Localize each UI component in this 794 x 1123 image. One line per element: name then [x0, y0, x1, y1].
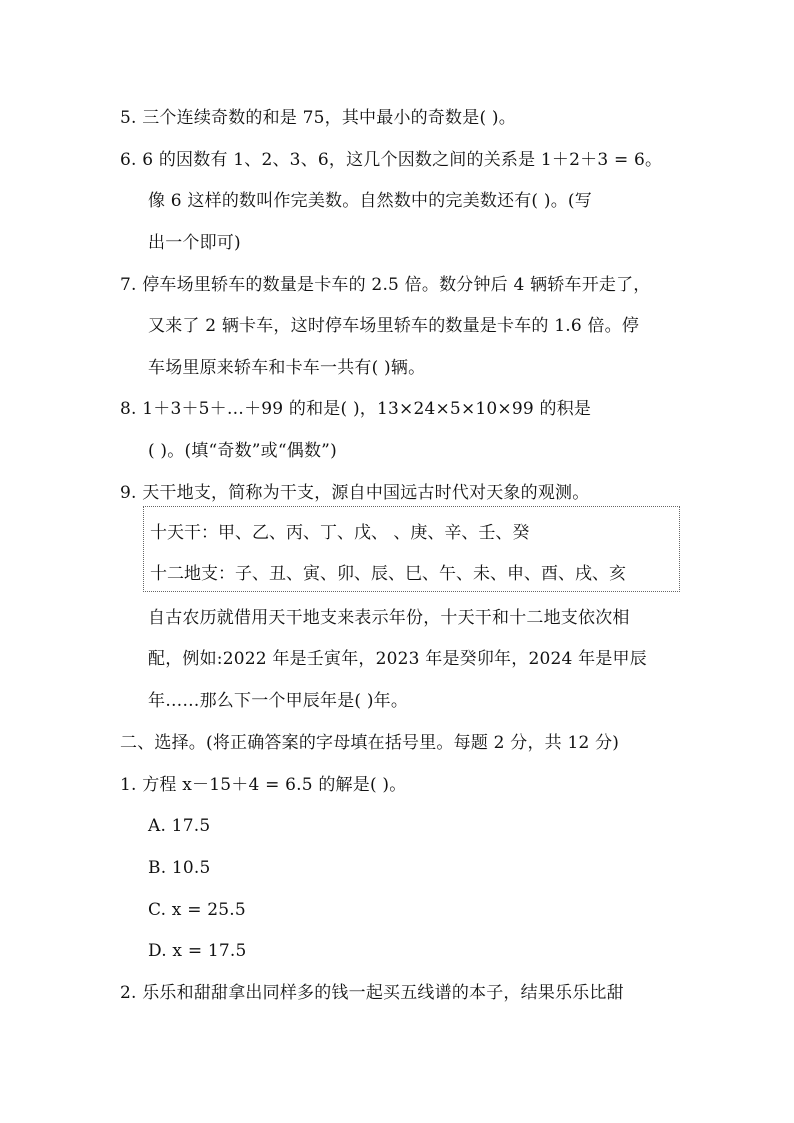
- question-5: 5. 三个连续奇数的和是 75，其中最小的奇数是( )。: [120, 108, 516, 128]
- question-6-line-3: 出一个即可): [148, 233, 241, 253]
- question-7-line-2: 又来了 2 辆卡车，这时停车场里轿车的数量是卡车的 1.6 倍。停: [148, 316, 640, 336]
- question-8-line-1: 8. 1＋3＋5＋…＋99 的和是( )，13×24×5×10×99 的积是: [120, 399, 592, 419]
- question-9-line-4: 年……那么下一个甲辰年是( )年。: [148, 691, 409, 711]
- question-7-line-3: 车场里原来轿车和卡车一共有( )辆。: [148, 358, 426, 378]
- question-9-line-2: 自古农历就借用天干地支来表示年份，十天干和十二地支依次相: [148, 608, 630, 628]
- choice-option-d: D. x = 17.5: [148, 941, 247, 961]
- choice-option-a: A. 17.5: [148, 816, 211, 836]
- question-6-line-2: 像 6 这样的数叫作完美数。自然数中的完美数还有( )。(写: [148, 191, 592, 211]
- question-9-line-1: 9. 天干地支，简称为干支，源自中国远古时代对天象的观测。: [120, 483, 590, 503]
- earthly-branches-row: 十二地支：子、丑、寅、卯、辰、巳、午、未、申、酉、戌、亥: [150, 564, 626, 584]
- heavenly-stems-row: 十天干：甲、乙、丙、丁、戊、 、庚、辛、壬、癸: [150, 523, 530, 543]
- question-6-line-1: 6. 6 的因数有 1、2、3、6，这几个因数之间的关系是 1＋2＋3 = 6。: [120, 150, 663, 170]
- choice-option-b: B. 10.5: [148, 858, 211, 878]
- choice-option-c: C. x = 25.5: [148, 900, 246, 920]
- question-9-line-3: 配，例如:2022 年是壬寅年，2023 年是癸卯年，2024 年是甲辰: [148, 649, 647, 669]
- section-2-heading: 二、选择。(将正确答案的字母填在括号里。每题 2 分，共 12 分): [120, 733, 620, 753]
- question-7-line-1: 7. 停车场里轿车的数量是卡车的 2.5 倍。数分钟后 4 辆轿车开走了，: [120, 275, 651, 295]
- ganzhi-info-box: [143, 506, 680, 592]
- question-8-line-2: ( )。(填“奇数”或“偶数”): [148, 441, 337, 461]
- choice-question-1: 1. 方程 x－15＋4 = 6.5 的解是( )。: [120, 775, 407, 795]
- choice-question-2-line-1: 2. 乐乐和甜甜拿出同样多的钱一起买五线谱的本子，结果乐乐比甜: [120, 983, 624, 1003]
